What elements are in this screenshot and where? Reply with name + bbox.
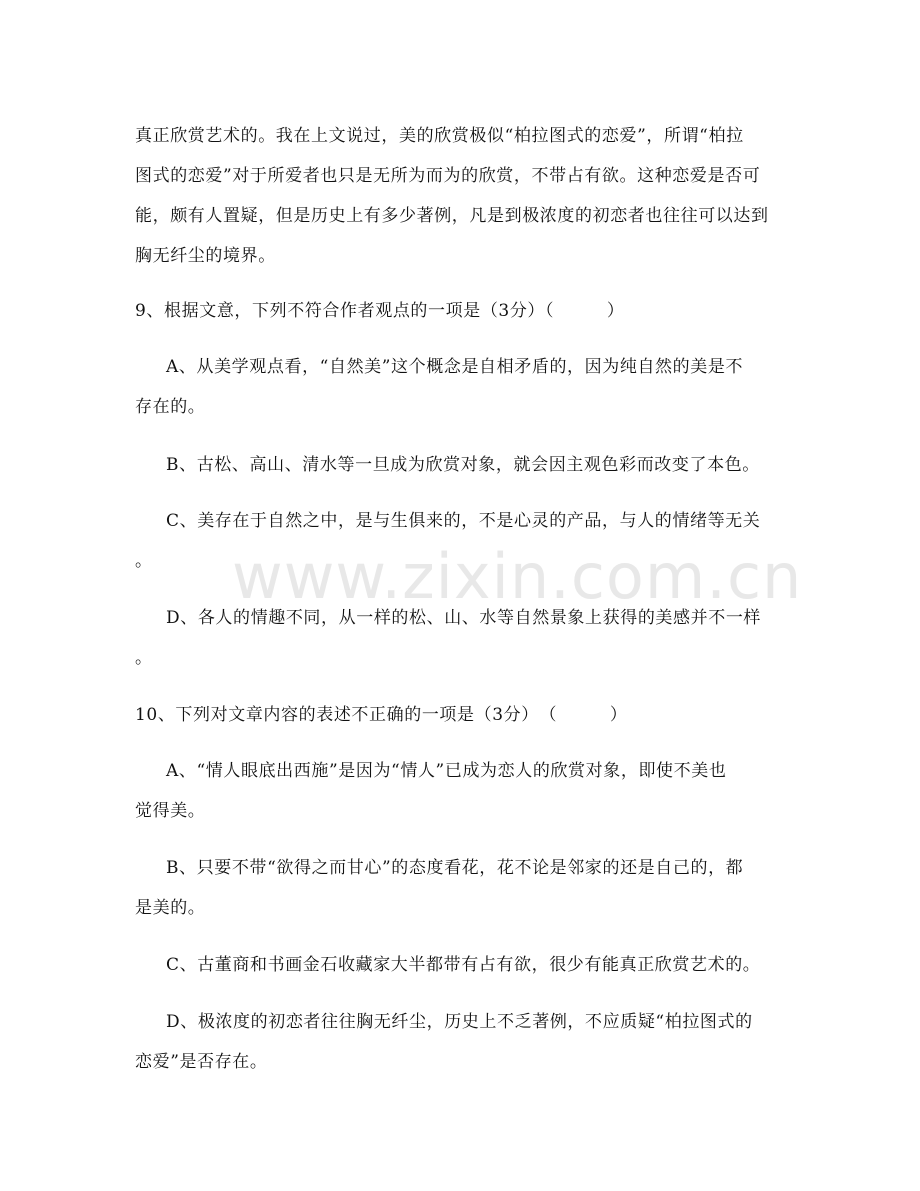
- question-10-option-d-cont: 恋爱”是否存在。: [135, 1052, 268, 1072]
- question-9-option-d: D、各人的情趣不同，从一样的松、山、水等自然景象上获得的美感并不一样: [166, 608, 762, 628]
- question-10-option-a: A、“情人眼底出西施”是因为“情人”已成为恋人的欣赏对象，即使不美也: [166, 761, 727, 781]
- question-10-option-b-cont: 是美的。: [135, 898, 206, 918]
- question-10-option-b: B、只要不带“欲得之而甘心”的态度看花，花不论是邻家的还是自己的，都: [166, 858, 744, 878]
- question-9-option-d-cont: 。: [135, 648, 153, 668]
- passage-line: 胸无纤尘的境界。: [135, 246, 276, 266]
- passage-line: 图式的恋爱”对于所爱者也只是无所为而为的欣赏，不带占有欲。这种恋爱是否可: [135, 166, 761, 186]
- watermark: www.zixin.com.cn: [232, 540, 803, 613]
- question-9-option-c-cont: 。: [135, 551, 153, 571]
- question-9-option-b: B、古松、高山、清水等一旦成为欣赏对象，就会因主观色彩而改变了本色。: [166, 455, 760, 475]
- passage-line: 真正欣赏艺术的。我在上文说过，美的欣赏极似“柏拉图式的恋爱”，所谓“柏拉: [135, 126, 744, 146]
- question-9-option-c: C、美存在于自然之中，是与生俱来的，不是心灵的产品，与人的情绪等无关: [166, 511, 761, 531]
- question-10-option-a-cont: 觉得美。: [135, 801, 206, 821]
- question-9-stem: 9、根据文意，下列不符合作者观点的一项是（3分）（ ）: [135, 301, 625, 321]
- question-9-option-a-cont: 存在的。: [135, 397, 206, 417]
- question-10-stem: 10、下列对文章内容的表述不正确的一项是（3分） （ ）: [135, 705, 628, 725]
- question-10-option-c: C、古董商和书画金石收藏家大半都带有占有欲，很少有能真正欣赏艺术的。: [166, 955, 761, 975]
- passage-line: 能，颇有人置疑，但是历史上有多少著例，凡是到极浓度的初恋者也往往可以达到: [135, 206, 769, 226]
- question-9-option-a: A、从美学观点看，“自然美”这个概念是自相矛盾的，因为纯自然的美是不: [166, 357, 744, 377]
- question-10-option-d: D、极浓度的初恋者往往胸无纤尘，历史上不乏著例，不应质疑“柏拉图式的: [166, 1012, 753, 1032]
